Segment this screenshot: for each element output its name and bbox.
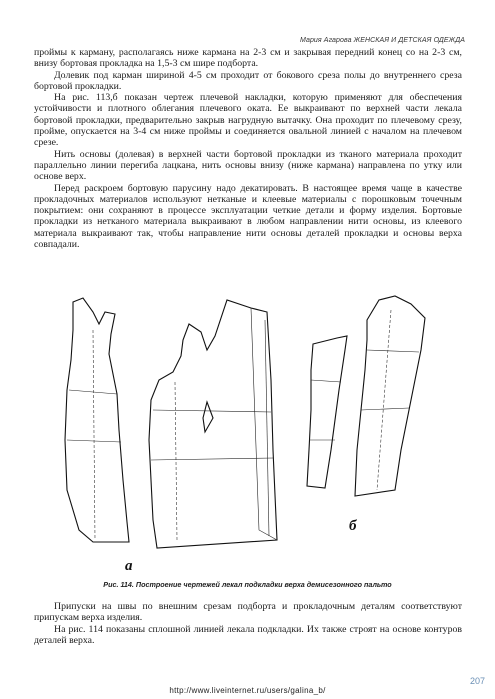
paragraph: На рис. 113,б показан чертеж плечевой накладки, которую применяют для обеспечения устойчивости и плотного облегания плечевого оката. Ее выкраивают по верхней части лекала бортовой прокладки, предварительно закрыв нагрудную вытачку. Она проходит по плечевому срезу, пройме, опускается на 3-4 см ниже проймы и соединяется овальной линией с началом на плечевом срезе.	[34, 92, 462, 149]
paragraph: проймы к карману, располагаясь ниже кармана на 2-3 см и закрывая передний конец со на 2-3 см, внизу бортовая прокладка на 1,5-3 см шире подборта.	[34, 47, 462, 70]
source-url: http://www.liveinternet.ru/users/galina_b/	[169, 686, 326, 695]
page-number: 207	[469, 676, 485, 686]
pattern-drawing	[55, 290, 475, 572]
paragraph: Перед раскроем бортовую парусину надо декатировать. В настоящее время чаще в качестве прокладочных материалов используют нетканые и клеевые материалы с порошковым точечным покрытием: они сохраняют в процессе эксплуатации четкие детали и форму изделия. Бортовые прокладки из нетканого материала выкраивают в любом направлении нити основы, из клеевого материала выкраивают так, чтобы направление нити основы деталей прокладки и основы верха совпадали.	[34, 182, 462, 251]
figure-label-a: а	[125, 558, 133, 572]
sleeve-lining-pattern	[307, 296, 425, 496]
back-lining-pattern	[65, 298, 129, 542]
paragraph: Нить основы (долевая) в верхней части бортовой прокладки из тканого материала проходит параллельно линии перегиба лацкана, нить основы внизу (ниже кармана) направлена по утку или основе верх.	[34, 148, 462, 183]
paragraph: Припуски на швы по внешним срезам подборта и прокладочным деталям соответствуют припускам верха изделия.	[34, 601, 462, 624]
body-text-bottom	[34, 601, 462, 646]
front-lining-pattern	[149, 300, 277, 548]
running-header: Мария Агарова ЖЕНСКАЯ И ДЕТСКАЯ ОДЕЖДА	[299, 37, 465, 44]
figure-caption: Рис. 114. Построение чертежей лекал подкладки верха демисезонного пальто	[103, 580, 392, 589]
paragraph: Долевик под карман шириной 4-5 см проходит от бокового среза полы до внутреннего среза бортовой прокладки.	[34, 69, 462, 92]
body-text-top	[34, 47, 462, 250]
figure-label-b: б	[349, 518, 357, 534]
pattern-drawing-figure	[55, 290, 475, 572]
paragraph: На рис. 114 показаны сплошной линией лекала подкладки. Их также строят на основе контуров деталей верха.	[34, 623, 462, 646]
